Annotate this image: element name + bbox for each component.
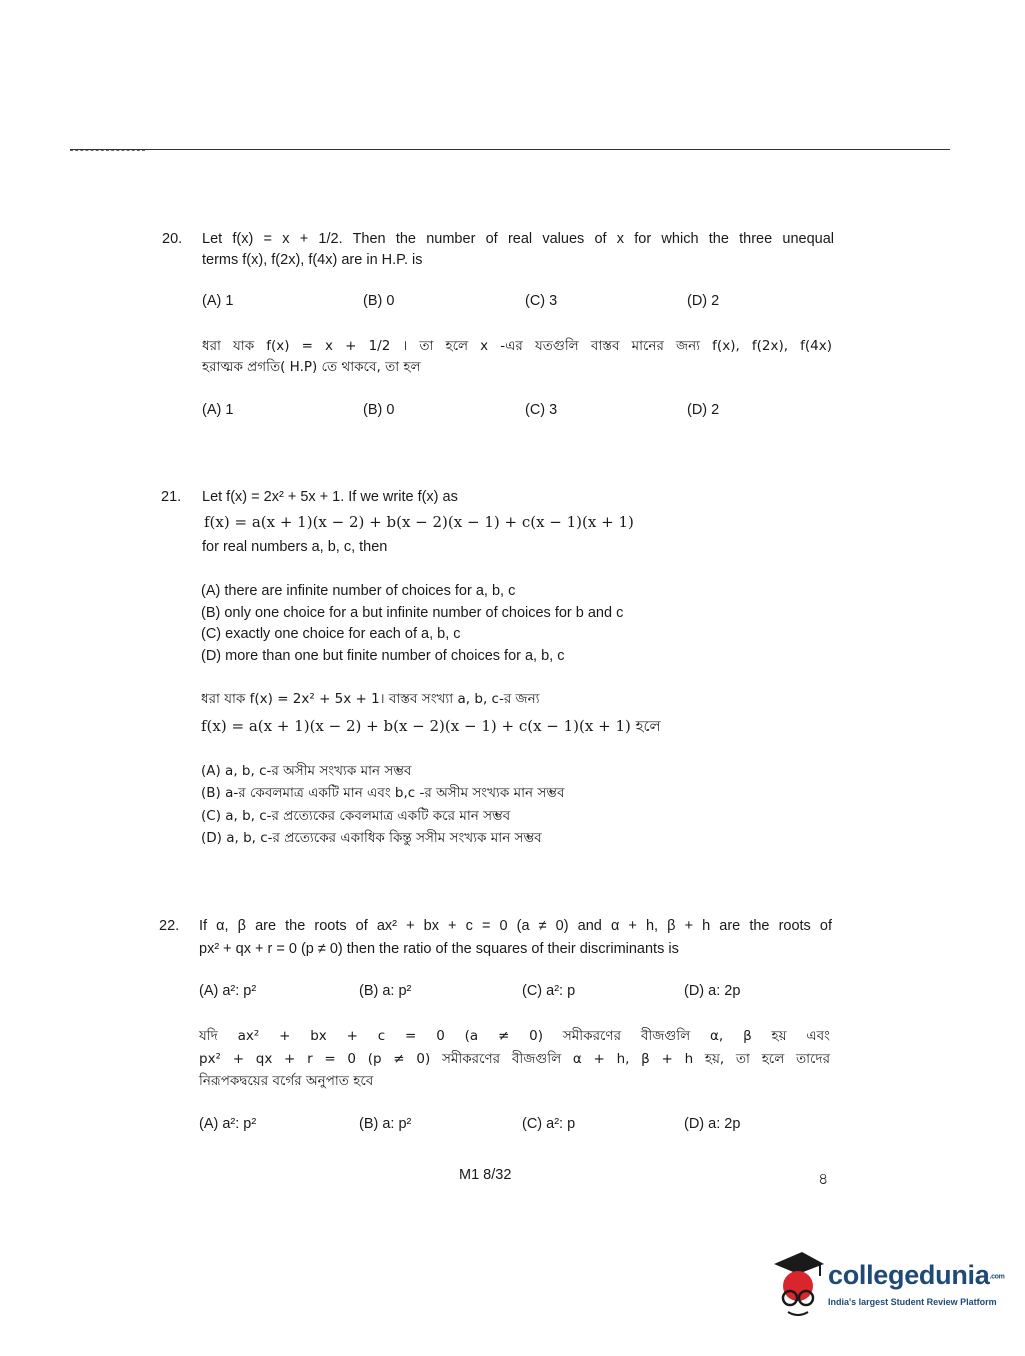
q22-text-line1: If α, β are the roots of ax² + bx + c = 0 (a ≠ 0) and α + h, β + h are the roots of	[199, 918, 832, 934]
q22-bengali-line3: নিরূপকদ্বয়ের বর্গের অনুপাত হবে	[199, 1073, 374, 1089]
mascot-icon	[768, 1250, 828, 1320]
q21-text-line3: for real numbers a, b, c, then	[202, 539, 388, 555]
header-rule-dash	[70, 150, 145, 151]
q22-text-line2: px² + qx + r = 0 (p ≠ 0) then the ratio of the squares of their discriminants is	[199, 941, 679, 957]
q22-bengali-option-d: (D) a: 2p	[684, 1116, 741, 1132]
q21-bengali-option-a: (A) a, b, c-র অসীম সংখ্যক মান সম্ভব	[201, 763, 412, 779]
q21-bengali-option-c: (C) a, b, c-র প্রত্যেকের কেবলমাত্র একটি করে মান সম্ভব	[201, 808, 511, 824]
q20-bengali-line2: হরাত্মক প্রগতি( H.P) তে থাকবে, তা হল	[202, 359, 421, 375]
q20-option-d: (D) 2	[687, 293, 720, 309]
q22-bengali-line2: px² + qx + r = 0 (p ≠ 0) সমীকরণের বীজগুলি α + h, β + h হয়, তা হলে তাদের	[199, 1051, 830, 1067]
q22-number: 22.	[159, 918, 180, 934]
q21-bengali-line2: f(x) = a(x + 1)(x − 2) + b(x − 2)(x − 1) + c(x − 1)(x + 1) হলে	[201, 717, 661, 735]
q20-option-a: (A) 1	[202, 293, 234, 309]
logo-name: collegedunia	[828, 1260, 990, 1290]
q20-bengali-option-b: (B) 0	[363, 402, 395, 418]
q22-bengali-option-c: (C) a²: p	[522, 1116, 576, 1132]
q20-number: 20.	[162, 231, 183, 247]
q22-option-c: (C) a²: p	[522, 983, 576, 999]
q21-text-line1: Let f(x) = 2x² + 5x + 1. If we write f(x) as	[202, 489, 458, 505]
q20-bengali-line1: ধরা যাক f(x) = x + 1/2 । তা হলে x -এর যতগুলি বাস্তব মানের জন্য f(x), f(2x), f(4x)	[202, 338, 832, 354]
q20-text-line2: terms f(x), f(2x), f(4x) are in H.P. is	[202, 252, 423, 268]
q22-option-d: (D) a: 2p	[684, 983, 741, 999]
logo-suffix: .com	[989, 1273, 1005, 1281]
logo-wordmark	[828, 1260, 1005, 1291]
collegedunia-logo[interactable]	[768, 1250, 1005, 1320]
q21-bengali-option-b: (B) a-র কেবলমাত্র একটি মান এবং b,c -র অসীম সংখ্যক মান সম্ভব	[201, 785, 565, 801]
q22-bengali-option-b: (B) a: p²	[359, 1116, 412, 1132]
q21-option-d: (D) more than one but finite number of choices for a, b, c	[201, 648, 565, 664]
q20-bengali-option-a: (A) 1	[202, 402, 234, 418]
q21-text-line2: f(x) = a(x + 1)(x − 2) + b(x − 2)(x − 1) + c(x − 1)(x + 1)	[204, 513, 634, 531]
q20-option-b: (B) 0	[363, 293, 395, 309]
q22-option-b: (B) a: p²	[359, 983, 412, 999]
bengali-page-number: ৪	[818, 1169, 829, 1188]
q21-bengali-option-d: (D) a, b, c-র প্রত্যেকের একাধিক কিন্তু সসীম সংখ্যক মান সম্ভব	[201, 830, 542, 846]
page-number: M1 8/32	[459, 1167, 512, 1183]
q21-bengali-line1: ধরা যাক f(x) = 2x² + 5x + 1। বাস্তব সংখ্যা a, b, c-র জন্য	[201, 691, 540, 707]
q22-bengali-option-a: (A) a²: p²	[199, 1116, 257, 1132]
q21-number: 21.	[161, 489, 182, 505]
q21-option-c: (C) exactly one choice for each of a, b, c	[201, 626, 461, 642]
q20-bengali-option-d: (D) 2	[687, 402, 720, 418]
q21-option-b: (B) only one choice for a but infinite number of choices for b and c	[201, 605, 624, 621]
q20-option-c: (C) 3	[525, 293, 558, 309]
logo-tagline: India's largest Student Review Platform	[828, 1297, 997, 1307]
q22-bengali-line1: যদি ax² + bx + c = 0 (a ≠ 0) সমীকরণের বীজগুলি α, β হয় এবং	[199, 1028, 830, 1044]
q20-bengali-option-c: (C) 3	[525, 402, 558, 418]
header-rule	[70, 149, 950, 150]
q20-text-line1: Let f(x) = x + 1/2. Then the number of real values of x for which the three unequal	[202, 231, 834, 247]
q21-option-a: (A) there are infinite number of choices for a, b, c	[201, 583, 516, 599]
q22-option-a: (A) a²: p²	[199, 983, 257, 999]
